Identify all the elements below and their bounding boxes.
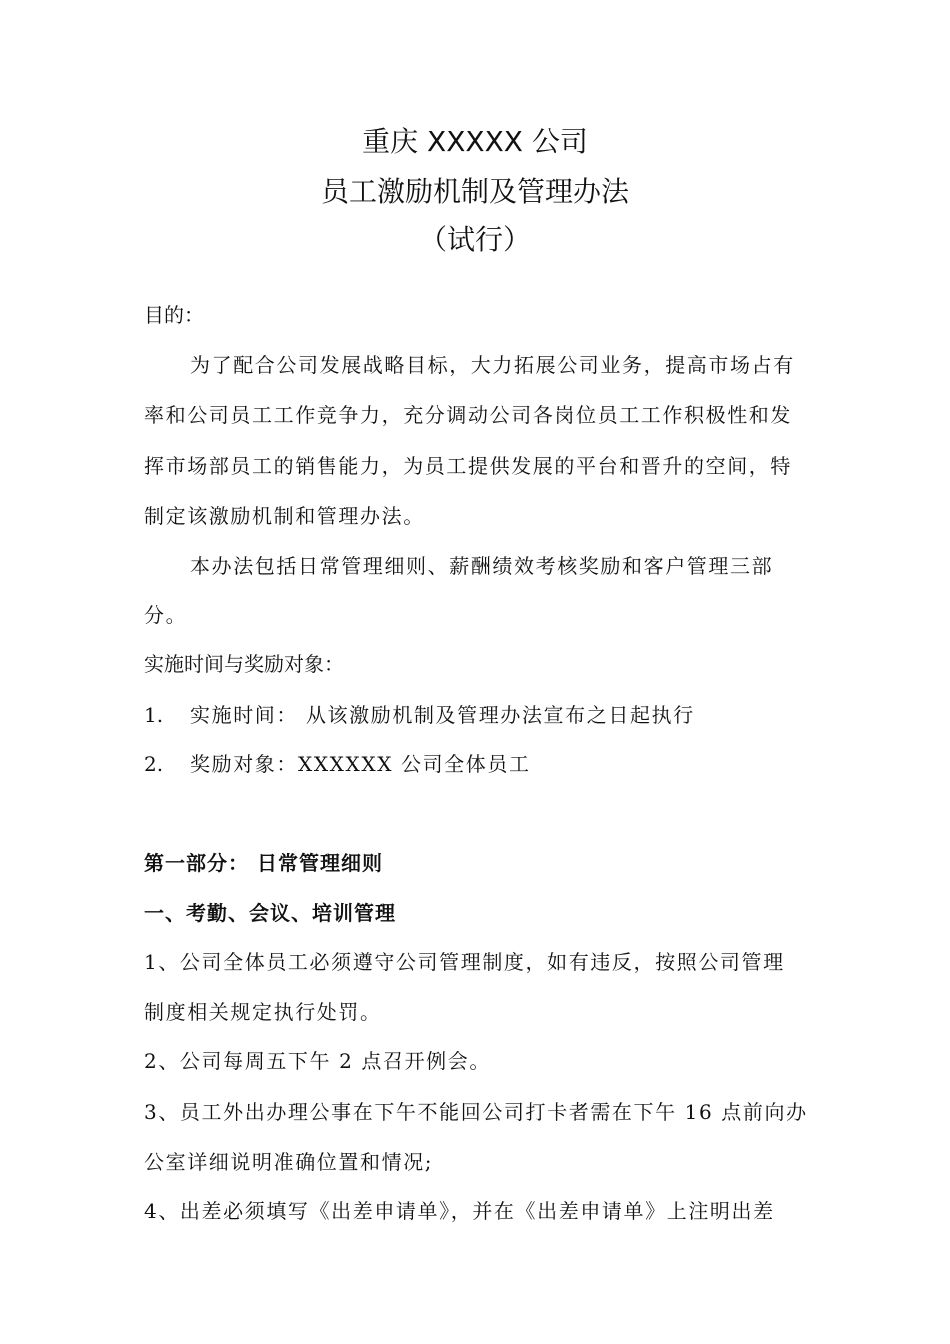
section1-line3: 2、公司每周五下午 2 点召开例会。: [144, 1049, 491, 1073]
purpose-heading: 目的：: [144, 303, 204, 327]
section1-heading: 一、考勤、会议、培训管理: [144, 901, 396, 925]
title-main: 员工激励机制及管理办法: [320, 175, 629, 208]
section1-line4: 3、员工外出办理公事在下午不能回公司打卡者需在下午 16 点前向办: [144, 1100, 808, 1124]
purpose-p2-line2: 分。: [144, 603, 188, 627]
title-trial: （试行）: [418, 223, 531, 256]
purpose-p1-line3: 挥市场部员工的销售能力，为员工提供发展的平台和晋升的空间，特: [144, 454, 792, 478]
item-number: 1.: [144, 703, 164, 727]
purpose-p1-line2: 率和公司员工工作竞争力，充分调动公司各岗位员工工作积极性和发: [144, 403, 792, 427]
part1-heading: 第一部分： 日常管理细则: [144, 851, 383, 875]
section1-line6: 4、出差必须填写《出差申请单》，并在《出差申请单》上注明出差: [144, 1199, 775, 1223]
purpose-p1-line1: 为了配合公司发展战略目标，大力拓展公司业务，提高市场占有: [190, 353, 795, 377]
title-company: 重庆 XXXXX 公司: [362, 125, 588, 158]
implementation-heading: 实施时间与奖励对象：: [144, 652, 344, 676]
section1-line1: 1、公司全体员工必须遵守公司管理制度，如有违反，按照公司管理: [144, 950, 785, 974]
item-text: 实施时间： 从该激励机制及管理办法宣布之日起执行: [190, 703, 695, 727]
section1-line5: 公室详细说明准确位置和情况;: [144, 1150, 434, 1174]
item-text: 奖励对象：XXXXXX 公司全体员工: [190, 752, 531, 776]
purpose-p1-line4: 制定该激励机制和管理办法。: [144, 504, 425, 528]
section1-line2: 制度相关规定执行处罚。: [144, 1000, 382, 1024]
purpose-p2-line1: 本办法包括日常管理细则、薪酬绩效考核奖励和客户管理三部: [190, 554, 774, 578]
item-number: 2.: [144, 752, 164, 776]
